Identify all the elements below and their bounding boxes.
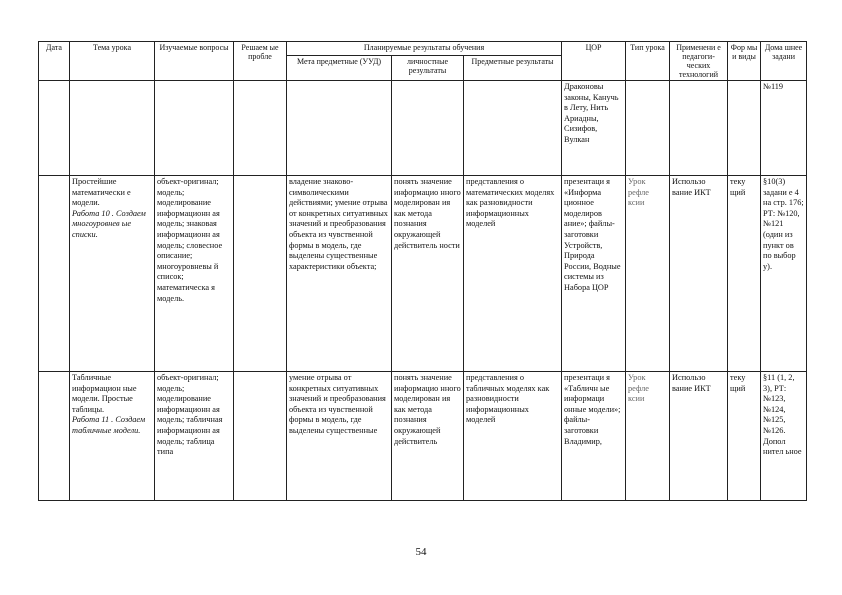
page-number: 54 bbox=[415, 546, 427, 558]
cell-homework: §10(3) задани е 4 на стр. 176; РТ: №120, №121 (один из пункт ов по выбор у). bbox=[761, 176, 807, 372]
cell-type: Урок рефле ксии bbox=[626, 372, 670, 501]
cell-homework: §11 (1, 2, 3), РТ: №123, №124, №125, №126. Допол нител ьное bbox=[761, 372, 807, 501]
cell-homework: №119 bbox=[761, 81, 807, 176]
cell-date bbox=[39, 81, 70, 176]
header-date: Дата bbox=[39, 42, 70, 81]
cell-date bbox=[39, 372, 70, 501]
cell-topic bbox=[70, 176, 155, 372]
header-issues: Изучаемые вопросы bbox=[155, 42, 234, 81]
table-row bbox=[39, 81, 807, 176]
cell-personal: понять значение информацио нного моделирован ия как метода познания окружающей действитель ности bbox=[392, 176, 464, 372]
header-lesson-type: Тип урока bbox=[626, 42, 670, 81]
topic-work: Работа 10 . Создаем многоуровнев ые списки. bbox=[72, 208, 146, 239]
cell-meta: владение знаково-символическими действиями; умение отрыва от конкретных ситуативных значений и преобразования объекта из чувственной формы в модель, где выделены существенные характеристики объекта; bbox=[287, 176, 392, 372]
header-problems: Решаем ые пробле bbox=[234, 42, 287, 81]
cell-tech bbox=[670, 81, 728, 176]
topic-work: Работа 11 . Создаем табличные модели. bbox=[72, 415, 146, 435]
cell-cor: презентаци я «Информа ционное моделиров ание»; файлы-заготовки Устройств, Природа России, Водные системы из Набора ЦОР bbox=[562, 176, 626, 372]
cell-subject: представления о табличных моделях как разновидности информационных моделей bbox=[464, 372, 562, 501]
cell-problems bbox=[234, 176, 287, 372]
cell-meta bbox=[287, 81, 392, 176]
cell-forms: теку щий bbox=[728, 176, 761, 372]
cell-topic bbox=[70, 81, 155, 176]
cell-forms: теку щий bbox=[728, 372, 761, 501]
cell-personal: понять значение информацио нного моделирован ия как метода познания окружающей действитель bbox=[392, 372, 464, 501]
cell-issues: объект-оригинал; модель; моделирование информационн ая модель; табличная информационн ая модель; таблица типа bbox=[155, 372, 234, 501]
cell-forms bbox=[728, 81, 761, 176]
header-personal: личностные результаты bbox=[392, 56, 464, 81]
cell-issues bbox=[155, 81, 234, 176]
cell-subject: представления о математических моделях как разновидности информационных моделей bbox=[464, 176, 562, 372]
cell-issues: объект-оригинал; модель; моделирование информационн ая модель; знаковая информационн ая модель; словесное описание; многоуровневы й список; математическа я модель. bbox=[155, 176, 234, 372]
cell-personal bbox=[392, 81, 464, 176]
header-row bbox=[39, 42, 807, 56]
cell-tech: Использо вание ИКТ bbox=[670, 176, 728, 372]
cell-subject bbox=[464, 81, 562, 176]
cell-tech: Использо вание ИКТ bbox=[670, 372, 728, 501]
header-technologies: Применени е педагоги- ческих технологий bbox=[670, 42, 728, 81]
cell-problems bbox=[234, 372, 287, 501]
cell-topic bbox=[70, 372, 155, 501]
topic-title: Простейшие математически е модели. bbox=[72, 177, 131, 208]
table-row bbox=[39, 372, 807, 501]
header-homework: Дома шнее задани bbox=[761, 42, 807, 81]
table-row bbox=[39, 176, 807, 372]
cell-problems bbox=[234, 81, 287, 176]
header-meta: Мета предметные (УУД) bbox=[287, 56, 392, 81]
cell-cor: презентаци я «Табличн ые информаци онные модели»; файлы-заготовки Владимир, bbox=[562, 372, 626, 501]
header-cor: ЦОР bbox=[562, 42, 626, 81]
cell-meta: умение отрыва от конкретных ситуативных значений и преобразования объекта из чувственной формы в модель, где выделены существенные bbox=[287, 372, 392, 501]
header-subject: Предметные результаты bbox=[464, 56, 562, 81]
cell-date bbox=[39, 176, 70, 372]
cell-cor: Драконовы законы, Канучь в Лету, Нить Ариадны, Сизифов, Вулкан bbox=[562, 81, 626, 176]
topic-title: Табличные информацион ные модели. Простые таблицы. bbox=[72, 373, 137, 414]
cell-type: Урок рефле ксии bbox=[626, 176, 670, 372]
header-topic: Тема урока bbox=[70, 42, 155, 81]
cell-type bbox=[626, 81, 670, 176]
header-planned-results: Планируемые результаты обучения bbox=[287, 42, 562, 56]
header-forms: Фор мы и виды bbox=[728, 42, 761, 81]
lesson-plan-table bbox=[38, 41, 807, 501]
